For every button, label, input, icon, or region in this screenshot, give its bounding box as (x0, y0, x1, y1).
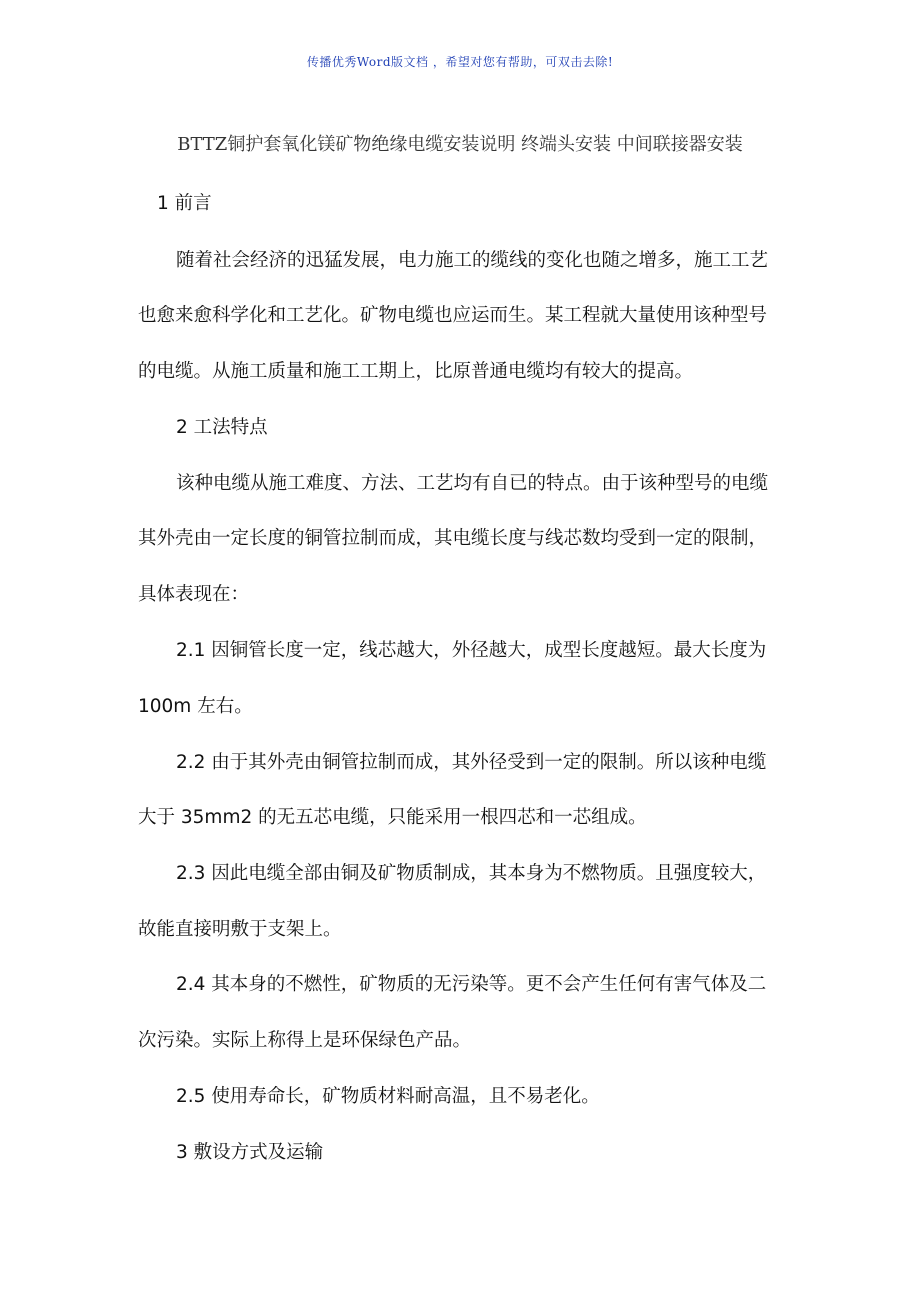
paragraph-line: 的电缆。从施工质量和施工工期上，比原普通电缆均有较大的提高。 (138, 361, 694, 382)
paragraph-line: 具体表现在： (138, 584, 250, 605)
list-item-2-2: 2.2 由于其外壳由铜管拉制而成，其外径受到一定的限制。所以该种电缆 (176, 752, 767, 773)
paragraph-line: 100m 左右。 (138, 696, 253, 717)
paragraph-line: 随着社会经济的迅猛发展，电力施工的缆线的变化也随之增多，施工工艺 (176, 250, 769, 271)
paragraph-line: 该种电缆从施工难度、方法、工艺均有自已的特点。由于该种型号的电缆 (176, 473, 769, 494)
paragraph-line: 大于 35mm2 的无五芯电缆，只能采用一根四芯和一芯组成。 (138, 807, 647, 828)
section-heading-features: 2 工法特点 (176, 417, 268, 438)
document-title: BTTZ铜护套氧化镁矿物绝缘电缆安装说明 终端头安装 中间联接器安装 (177, 134, 743, 155)
section-heading-preface: 1 前言 (157, 193, 212, 214)
list-item-2-1: 2.1 因铜管长度一定，线芯越大，外径越大，成型长度越短。最大长度为 (176, 640, 767, 661)
list-item-2-5: 2.5 使用寿命长，矿物质材料耐高温，且不易老化。 (176, 1086, 600, 1107)
list-item-2-3: 2.3 因此电缆全部由铜及矿物质制成，其本身为不燃物质。且强度较大， (176, 863, 767, 884)
paragraph-line: 其外壳由一定长度的铜管拉制而成，其电缆长度与线芯数均受到一定的限制， (138, 528, 768, 549)
header-note: 传播优秀Word版文档 ，希望对您有帮助，可双击去除! (306, 55, 614, 69)
paragraph-line: 故能直接明敷于支架上。 (138, 919, 342, 940)
paragraph-line: 也愈来愈科学化和工艺化。矿物电缆也应运而生。某工程就大量使用该种型号 (138, 305, 768, 326)
paragraph-line: 次污染。实际上称得上是环保绿色产品。 (138, 1030, 472, 1051)
section-heading-laying: 3 敷设方式及运输 (176, 1142, 324, 1163)
list-item-2-4: 2.4 其本身的不燃性，矿物质的无污染等。更不会产生任何有害气体及二 (176, 974, 767, 995)
